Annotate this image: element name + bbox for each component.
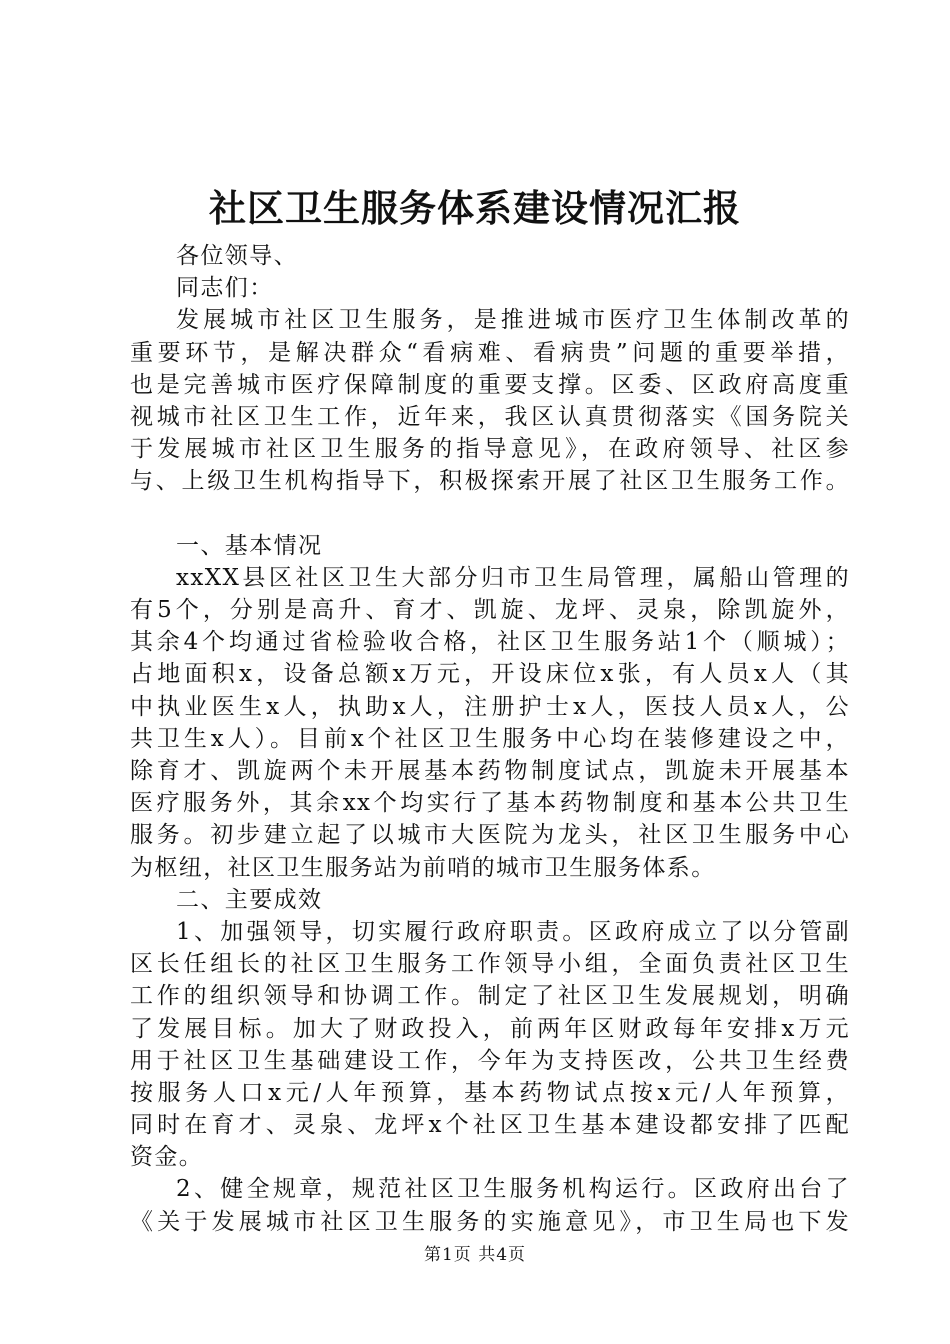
paragraph-1-line-3: 也是完善城市医疗保障制度的重要支撑。区委、区政府高度重 [130, 371, 850, 398]
paragraph-1-line-1: 发展城市社区卫生服务，是推进城市医疗卫生体制改革的 [176, 307, 850, 334]
paragraph-3-line-3: 工作的组织领导和协调工作。制定了社区卫生发展规划，明确 [130, 983, 850, 1010]
paragraph-2-line-3: 其余4个均通过省检验收合格，社区卫生服务站1个（顺城）； [130, 629, 850, 656]
paragraph-4-line-1: 2、健全规章，规范社区卫生服务机构运行。区政府出台了 [176, 1176, 850, 1203]
paragraph-3-line-7: 同时在育才、灵泉、龙坪x个社区卫生基本建设都安排了匹配 [130, 1112, 850, 1139]
paragraph-1-line-4: 视城市社区卫生工作，近年来，我区认真贯彻落实《国务院关 [130, 403, 850, 430]
salutation-line-2: 同志们： [176, 275, 274, 302]
document-title: 社区卫生服务体系建设情况汇报 [209, 186, 741, 230]
paragraph-4-line-2: 《关于发展城市社区卫生服务的实施意见》，市卫生局也下发 [130, 1208, 850, 1235]
paragraph-3-line-5: 用于社区卫生基础建设工作，今年为支持医改，公共卫生经费 [130, 1047, 850, 1074]
paragraph-2-line-9: 服务。初步建立起了以城市大医院为龙头，社区卫生服务中心 [130, 822, 850, 849]
paragraph-3-line-2: 区长任组长的社区卫生服务工作领导小组，全面负责社区卫生 [130, 951, 850, 978]
paragraph-3-line-4: 了发展目标。加大了财政投入，前两年区财政每年安排x万元 [130, 1015, 850, 1042]
paragraph-2-line-8: 医疗服务外，其余xx个均实行了基本药物制度和基本公共卫生 [130, 790, 850, 817]
paragraph-gap [130, 498, 850, 530]
page-number-footer: 第1页 共4页 [423, 1245, 527, 1265]
paragraph-3-line-1: 1、加强领导，切实履行政府职责。区政府成立了以分管副 [176, 918, 850, 945]
paragraph-1-line-5: 于发展城市社区卫生服务的指导意见》，在政府领导、社区参 [130, 436, 850, 463]
paragraph-2-line-4: 占地面积x，设备总额x万元，开设床位x张，有人员x人（其 [130, 661, 850, 688]
paragraph-2-line-7: 除育才、凯旋两个未开展基本药物制度试点，凯旋未开展基本 [130, 758, 850, 784]
paragraph-2-line-5: 中执业医生x人，执助x人，注册护士x人，医技人员x人，公 [130, 693, 850, 720]
salutation-line-1: 各位领导、 [176, 243, 298, 269]
paragraph-2-line-10: 为枢纽，社区卫生服务站为前哨的城市卫生服务体系。 [130, 854, 716, 881]
paragraph-2-line-1: xxXX县区社区卫生大部分归市卫生局管理，属船山管理的 [176, 564, 850, 591]
section-heading-basic: 一、基本情况 [176, 532, 323, 559]
document-body [130, 240, 850, 1238]
paragraph-2-line-6: 共卫生x人）。目前x个社区卫生服务中心均在装修建设之中， [130, 725, 850, 752]
paragraph-3-line-8: 资金。 [130, 1144, 204, 1171]
paragraph-1-line-6: 与、上级卫生机构指导下，积极探索开展了社区卫生服务工作。 [130, 468, 850, 495]
paragraph-1-line-2: 重要环节，是解决群众“看病难、看病贵”问题的重要举措， [130, 339, 850, 366]
paragraph-2-line-2: 有5个，分别是高升、育才、凯旋、龙坪、灵泉，除凯旋外， [130, 597, 850, 624]
paragraph-3-line-6: 按服务人口x元/人年预算，基本药物试点按x元/人年预算， [130, 1079, 850, 1106]
section-heading-results: 二、主要成效 [176, 886, 323, 913]
